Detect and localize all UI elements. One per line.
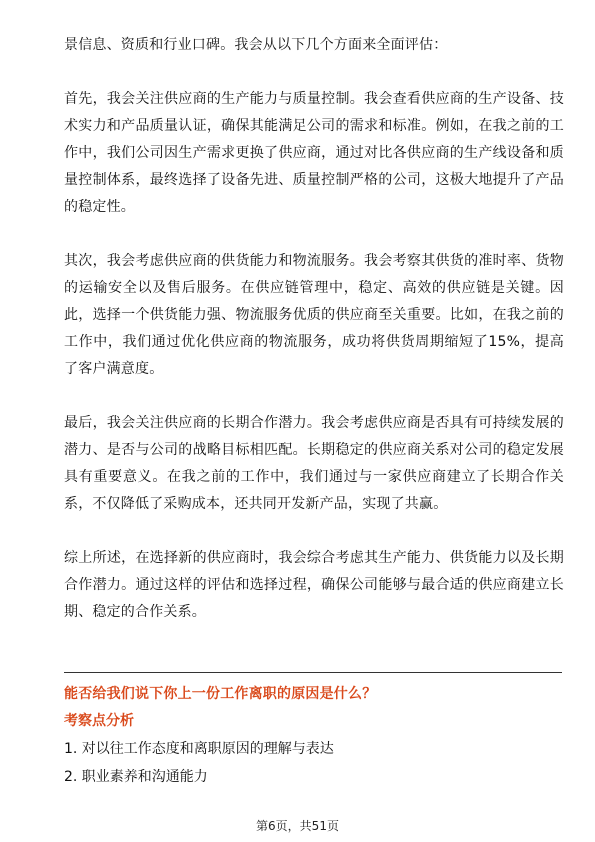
paragraph-summary: 综上所述，在选择新的供应商时，我会综合考虑其生产能力、供货能力以及长期合作潜力。通过这样的评估和选择过程，确保公司能够与最合适的供应商建立长期、稳定的合作关系。 <box>64 550 564 620</box>
paragraph-production: 首先，我会关注供应商的生产能力与质量控制。我会查看供应商的生产设备、技术实力和产品质量认证，确保其能满足公司的需求和标准。例如，在我之前的工作中，我们公司因生产需求更换了供应商，通过对比各供应商的生产线设备和质量控制体系，最终选择了设备先进、质量控制严格的公司，这极大地提升了产品的稳定性。 <box>64 91 564 215</box>
paragraph-partnership: 最后，我会关注供应商的长期合作潜力。我会考虑供应商是否具有可持续发展的潜力、是否与公司的战略目标相匹配。长期稳定的供应商关系对公司的稳定发展具有重要意义。在我之前的工作中，我们通过与一家供应商建立了长期合作关系，不仅降低了采购成本，还共同开发新产品，实现了共赢。 <box>64 415 564 512</box>
page-number: 第6页，共51页 <box>256 819 339 833</box>
interview-question: 能否给我们说下你上一份工作离职的原因是什么？ <box>64 686 377 702</box>
paragraph-logistics: 其次，我会考虑供应商的供货能力和物流服务。我会考察其供货的准时率、货物的运输安全以及售后服务。在供应链管理中，稳定、高效的供应链是关键。因此，选择一个供货能力强、物流服务优质的供应商至关重要。比如，在我之前的工作中，我们通过优化供应商的物流服务，成功将供货周期缩短了15%，提高了客户满意度。 <box>64 253 564 377</box>
intro-paragraph: 景信息、资质和行业口碑。我会从以下几个方面来全面评估： <box>64 37 448 53</box>
paragraph-gap <box>64 518 564 545</box>
analysis-point: 2. 职业素养和沟通能力 <box>64 769 208 785</box>
paragraph-gap <box>64 221 564 248</box>
analysis-point: 1. 对以往工作态度和离职原因的理解与表达 <box>64 741 334 757</box>
analysis-heading: 考察点分析 <box>64 713 134 729</box>
answer-body <box>64 32 564 626</box>
section-divider <box>64 672 562 673</box>
paragraph-gap <box>64 383 564 410</box>
